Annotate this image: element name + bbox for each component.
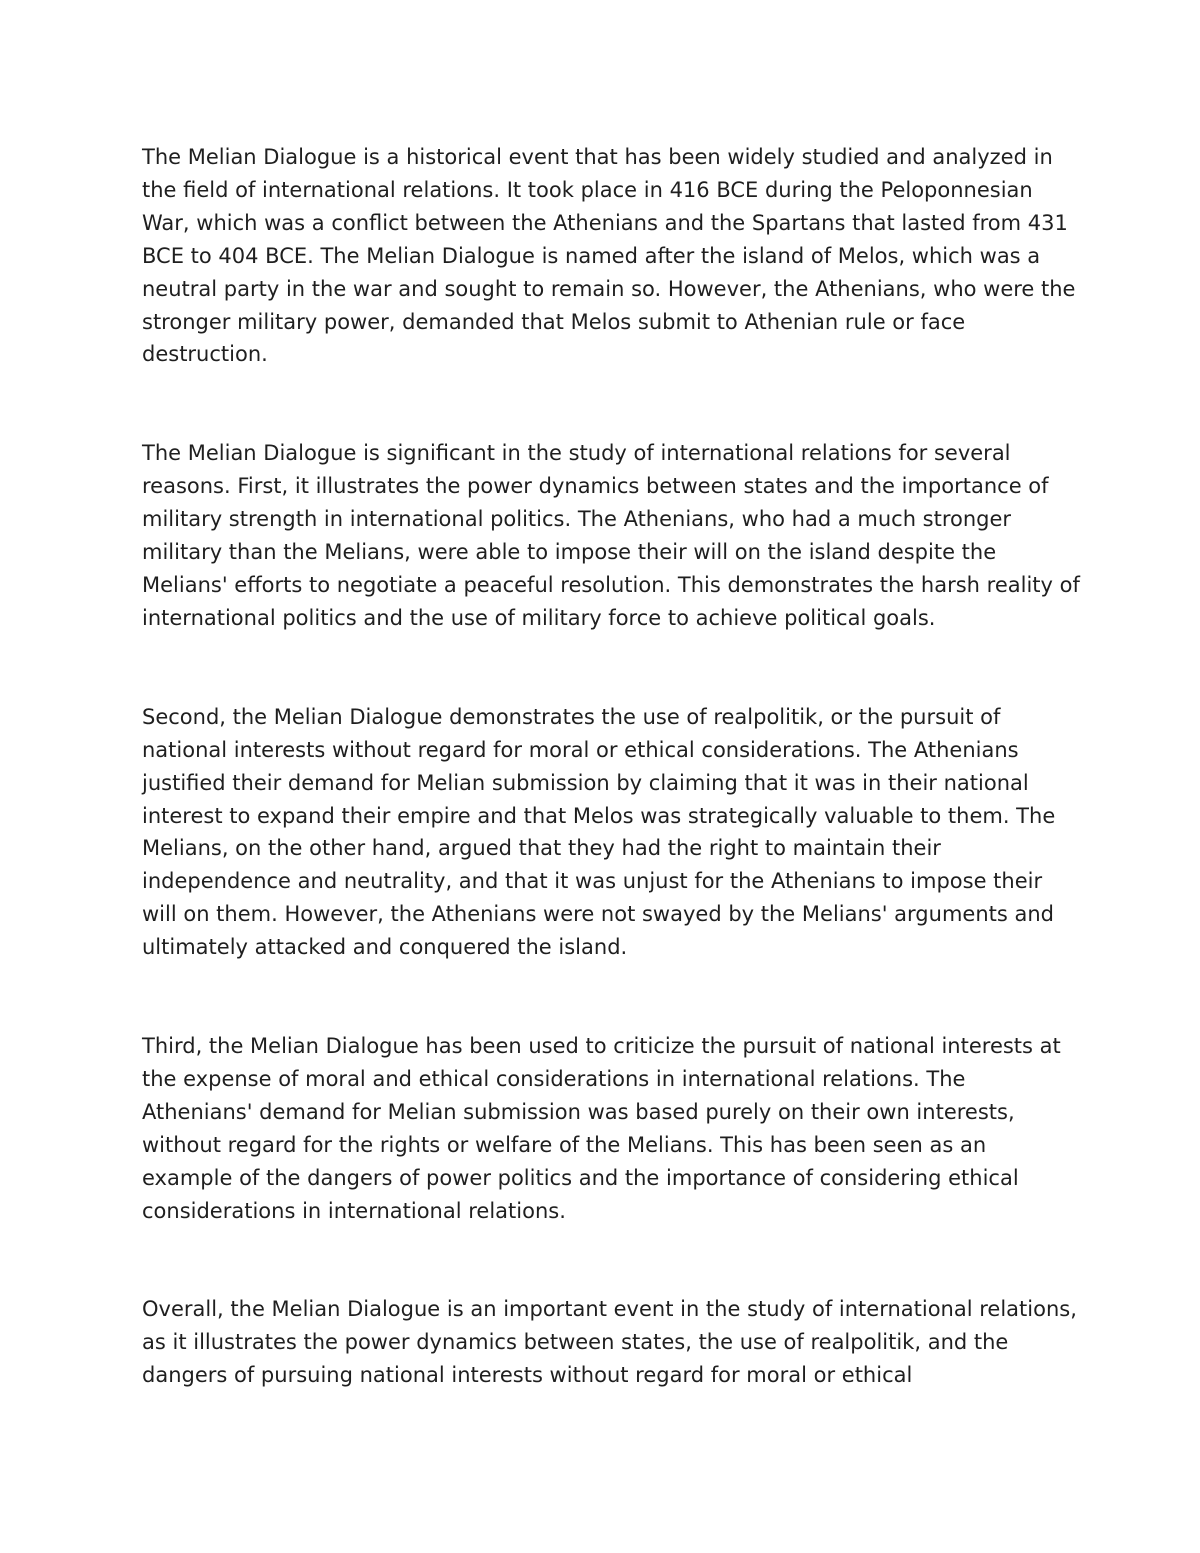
paragraph-3: Second, the Melian Dialogue demonstrates the use of realpolitik, or the pursuit of national interests without regard for moral or ethical considerations. The Athenians justified their demand for Melian submission by claiming that it was in their national interest to expand their empire and that Melos was strategically valuable to them. The Melians, on the other hand, argued that they had the right to maintain their independence and neutrality, and that it was unjust for the Athenians to impose their will on them. However, the Athenians were not swayed by the Melians' arguments and ultimately attacked and conquered the island. — [142, 704, 1056, 960]
paragraph-1: The Melian Dialogue is a historical event that has been widely studied and analyzed in the field of international relations. It took place in 416 BCE during the Peloponnesian War, which was a conflict between the Athenians and the Spartans that lasted from 431 BCE to 404 BCE. The Melian Dialogue is named after the island of Melos, which was a neutral party in the war and sought to remain so. However, the Athenians, who were the stronger military power, demanded that Melos submit to Athenian rule or face destruction. — [142, 145, 1076, 367]
document-body — [142, 141, 1082, 1458]
paragraph-4: Third, the Melian Dialogue has been used to criticize the pursuit of national interests at the expense of moral and ethical considerations in international relations. The Athenians' demand for Melian submission was based purely on their own interests, without regard for the rights or welfare of the Melians. This has been seen as an example of the dangers of power politics and the importance of considering ethical considerations in international relations. — [142, 1034, 1061, 1223]
paragraph-5: Overall, the Melian Dialogue is an important event in the study of international relations, as it illustrates the power dynamics between states, the use of realpolitik, and the dangers of pursuing national interests without regard for moral or ethical — [142, 1297, 1077, 1388]
paragraph-2: The Melian Dialogue is significant in the study of international relations for several reasons. First, it illustrates the power dynamics between states and the importance of military strength in international politics. The Athenians, who had a much stronger military than the Melians, were able to impose their will on the island despite the Melians' efforts to negotiate a peaceful resolution. This demonstrates the harsh reality of international politics and the use of military force to achieve political goals. — [142, 441, 1080, 630]
